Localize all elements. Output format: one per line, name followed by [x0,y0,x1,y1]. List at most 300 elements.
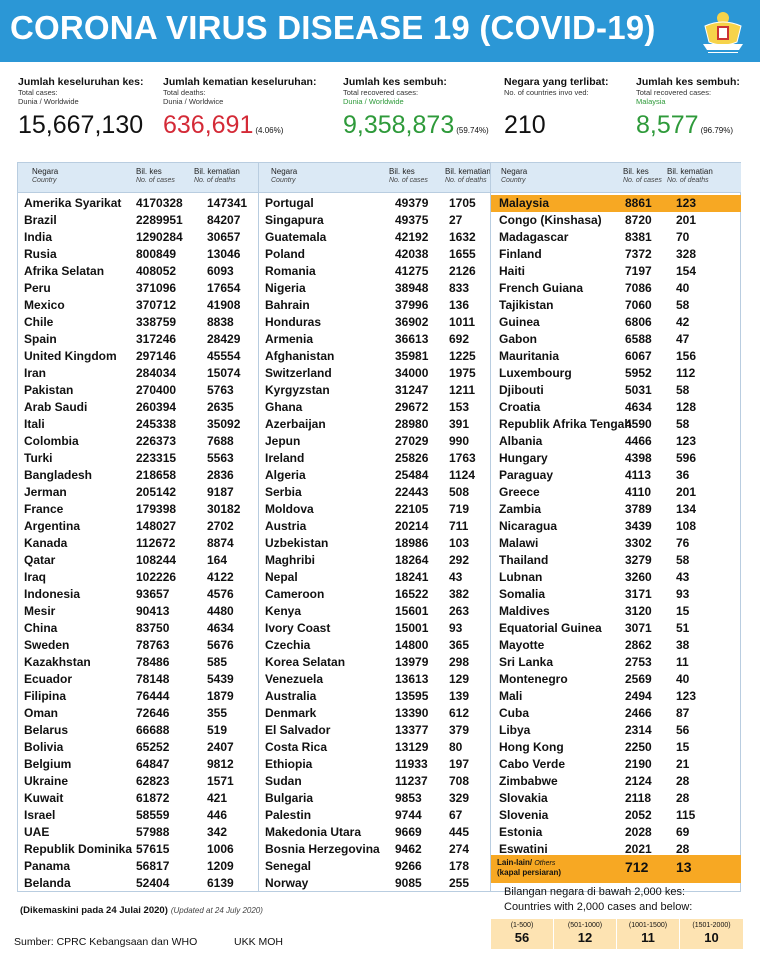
table-header [259,163,490,193]
country-name: Afrika Selatan [24,264,105,278]
death-count: 108 [676,519,697,533]
others-cases: 712 [625,859,649,875]
case-count: 66688 [136,723,170,737]
case-count: 2494 [625,689,652,703]
case-count: 22105 [395,502,429,516]
case-count: 11933 [395,757,428,771]
table-row [259,688,490,705]
coat-of-arms-icon [699,8,747,54]
death-count: 391 [449,417,470,431]
case-count: 7197 [625,264,652,278]
case-count: 20214 [395,519,429,533]
table-row [491,501,741,518]
case-count: 2021 [625,842,652,856]
country-name: Czechia [265,638,311,652]
others-row [491,855,741,883]
case-count: 72646 [136,706,170,720]
death-count: 84207 [207,213,241,227]
case-count: 2052 [625,808,652,822]
table-row [491,569,741,586]
case-count: 13377 [395,723,429,737]
case-count: 25826 [395,451,429,465]
table-row [18,688,258,705]
source-text: Sumber: CPRC Kebangsaan dan WHO [14,936,198,948]
table-row [491,348,741,365]
country-name: Colombia [24,434,79,448]
death-count: 156 [676,349,697,363]
stat-value: 15,667,130 [18,111,144,139]
case-count: 58559 [136,808,170,822]
death-count: 1975 [449,366,476,380]
case-count: 18264 [395,553,429,567]
death-count: 38 [676,638,690,652]
others-deaths: 13 [676,859,692,875]
org-text: UKK MOH [234,936,284,948]
case-count: 36902 [395,315,429,329]
country-name: India [24,230,53,244]
case-count: 78486 [136,655,170,669]
case-count: 18986 [395,536,429,550]
death-count: 58 [676,383,690,397]
death-count: 9187 [207,485,234,499]
country-name: Tajikistan [499,298,554,312]
death-count: 197 [449,757,470,771]
death-count: 70 [676,230,690,244]
table-row [491,365,741,382]
case-count: 2250 [625,740,652,754]
country-name: Venezuela [265,672,324,686]
country-name: Kanada [24,536,68,550]
case-count: 3439 [625,519,652,533]
country-table [17,162,741,892]
table-row [259,858,490,875]
country-name: Thailand [499,553,549,567]
death-count: 58 [676,553,690,567]
country-name: Slovakia [499,791,548,805]
death-count: 382 [449,587,470,601]
table-row [491,756,741,773]
country-name: Armenia [265,332,314,346]
case-count: 15601 [395,604,429,618]
case-count: 4634 [625,400,652,414]
case-count: 2028 [625,825,652,839]
death-count: 45554 [207,349,241,363]
table-row [18,433,258,450]
case-count: 42038 [395,247,429,261]
table-row [491,229,741,246]
country-name: Ecuador [24,672,73,686]
table-row [259,671,490,688]
table-row [18,229,258,246]
country-name: Norway [265,876,309,890]
case-count: 9669 [395,825,422,839]
header-deaths: Bil. kematian No. of deaths [667,167,713,184]
case-count: 2753 [625,655,652,669]
country-name: Sudan [265,774,302,788]
death-count: 51 [676,621,690,635]
table-row [259,399,490,416]
case-count: 3171 [625,587,652,601]
case-count: 9266 [395,859,422,873]
death-count: 93 [449,621,463,635]
table-row [18,450,258,467]
table-row [259,501,490,518]
case-count: 57988 [136,825,170,839]
death-count: 30657 [207,230,241,244]
case-count: 112672 [136,536,176,550]
death-count: 47 [676,332,690,346]
country-name: Azerbaijan [265,417,326,431]
band-1: (1-500) 56 [491,919,554,949]
case-count: 4466 [625,434,652,448]
country-name: Jepun [265,434,301,448]
death-count: 612 [449,706,470,720]
table-row [259,637,490,654]
table-row [18,671,258,688]
table-row [18,603,258,620]
case-count: 8381 [625,230,652,244]
country-name: Australia [265,689,317,703]
table-row [491,586,741,603]
table-row [259,229,490,246]
stat-value: 8,577 (96.79%) [636,111,734,139]
stat-value: 9,358,873 (59.74%) [343,111,489,139]
stat-value: 636,691 (4.06%) [163,111,284,139]
case-count: 284034 [136,366,177,380]
case-count: 408052 [136,264,177,278]
death-count: 365 [449,638,470,652]
case-count: 18241 [395,570,429,584]
recovered-world-stat [343,76,489,140]
death-count: 80 [449,740,463,754]
case-count: 148027 [136,519,177,533]
table-row [259,586,490,603]
table-column-2 [258,163,490,891]
table-row [18,280,258,297]
death-count: 115 [676,808,696,822]
country-name: Honduras [265,315,322,329]
case-count: 9744 [395,808,422,822]
country-name: Djibouti [499,383,544,397]
death-count: 11 [676,655,689,669]
case-count: 35981 [395,349,429,363]
table-row [18,416,258,433]
case-count: 49375 [395,213,429,227]
country-name: Zimbabwe [499,774,558,788]
case-count: 2862 [625,638,652,652]
table-row [18,841,258,858]
case-count: 5031 [625,383,652,397]
death-count: 42 [676,315,690,329]
case-count: 338759 [136,315,177,329]
table-row [259,382,490,399]
table-row [491,263,741,280]
stat-percent: (4.06%) [255,126,284,135]
country-name: Bahrain [265,298,310,312]
table-row [259,416,490,433]
others-label: Lain-lain/ Others (kapal persiaran) [497,858,562,877]
table-row [491,773,741,790]
country-name: Filipina [24,689,66,703]
table-row [18,654,258,671]
country-name: Spain [24,332,57,346]
stat-label: Jumlah kes sembuh: [343,76,447,88]
death-count: 596 [676,451,697,465]
death-count: 1006 [207,842,234,856]
table-row [18,331,258,348]
case-count: 4170328 [136,196,183,210]
country-name: Cuba [499,706,529,720]
country-name: Senegal [265,859,312,873]
case-count: 62823 [136,774,170,788]
death-count: 129 [449,672,470,686]
case-count: 800849 [136,247,177,261]
death-count: 445 [449,825,470,839]
case-count: 7086 [625,281,652,295]
death-count: 1011 [449,315,476,329]
table-row [259,654,490,671]
bands-title: Bilangan negara di bawah 2,000 kes: [504,886,686,898]
table-row [259,824,490,841]
table-row [491,705,741,722]
death-count: 35092 [207,417,241,431]
country-name: Paraguay [499,468,554,482]
country-name: Korea Selatan [265,655,346,669]
country-name: Republik Dominika [24,842,133,856]
table-row [18,807,258,824]
header-country: Negara Country [271,167,298,184]
stat-label: Jumlah keseluruhan kes: [18,76,144,88]
case-count: 37996 [395,298,429,312]
case-count: 2569 [625,672,652,686]
country-name: Bolivia [24,740,64,754]
table-row [18,824,258,841]
death-count: 255 [449,876,470,890]
case-count: 245338 [136,417,177,431]
country-name: Lubnan [499,570,543,584]
country-name: Kenya [265,604,302,618]
case-count: 3120 [625,604,652,618]
country-name: Algeria [265,468,306,482]
death-count: 58 [676,417,690,431]
table-row [259,365,490,382]
death-count: 30182 [207,502,241,516]
death-count: 15074 [207,366,241,380]
table-row [259,535,490,552]
country-name: Kazakhstan [24,655,91,669]
table-column-1 [18,163,258,891]
country-name: Oman [24,706,59,720]
table-row [491,620,741,637]
country-name: Sri Lanka [499,655,554,669]
country-name: China [24,621,58,635]
death-count: 1879 [207,689,234,703]
death-count: 36 [676,468,690,482]
case-count: 2314 [625,723,652,737]
country-name: Luxembourg [499,366,572,380]
case-count: 83750 [136,621,170,635]
case-count: 31247 [395,383,429,397]
death-count: 5763 [207,383,234,397]
table-row [259,790,490,807]
total-deaths-stat [163,76,316,140]
country-name: Guatemala [265,230,327,244]
country-name: Itali [24,417,45,431]
case-count: 8861 [625,196,652,210]
table-row [491,382,741,399]
updated-note: (Dikemaskini pada 24 Julai 2020) (Updated at 24 July 2020) [20,905,263,916]
case-count: 38948 [395,281,429,295]
country-name: Congo (Kinshasa) [499,213,602,227]
death-count: 15 [676,604,690,618]
case-count: 4590 [625,417,652,431]
table-row [18,195,258,212]
case-count: 260394 [136,400,177,414]
case-count: 13390 [395,706,429,720]
death-count: 21 [676,757,690,771]
country-name: Kyrgyzstan [265,383,330,397]
case-count: 3071 [625,621,652,635]
country-name: Belanda [24,876,71,890]
table-row [491,467,741,484]
table-row [259,450,490,467]
country-name: Bangladesh [24,468,93,482]
death-count: 123 [676,689,697,703]
table-row [259,518,490,535]
stat-sub: Dunia / Worldwice [163,97,224,106]
header-country: Negara Country [32,167,59,184]
case-count: 6588 [625,332,652,346]
case-count: 52404 [136,876,170,890]
table-row [259,773,490,790]
country-name: Mayotte [499,638,545,652]
death-count: 519 [207,723,228,737]
death-count: 719 [449,502,470,516]
table-row [259,280,490,297]
case-count: 64847 [136,757,170,771]
country-name: Hong Kong [499,740,564,754]
death-count: 4576 [207,587,234,601]
death-count: 2635 [207,400,234,414]
table-row [259,722,490,739]
country-name: Madagascar [499,230,569,244]
table-row [259,433,490,450]
stat-sub: Total deaths: [163,88,206,97]
case-count: 226373 [136,434,177,448]
total-cases-stat [18,76,143,140]
case-count: 102226 [136,570,177,584]
country-name: Bulgaria [265,791,314,805]
country-name: Ukraine [24,774,69,788]
death-count: 76 [676,536,690,550]
countries-stat [504,76,608,140]
death-count: 263 [449,604,470,618]
death-count: 5439 [207,672,234,686]
table-row [491,212,741,229]
case-count: 6806 [625,315,652,329]
death-count: 69 [676,825,690,839]
stat-sub: Dunia / Worldwide [18,97,79,106]
case-bands [491,919,743,949]
table-row [491,450,741,467]
table-column-3 [490,163,741,891]
country-name: Ireland [265,451,305,465]
death-count: 6139 [207,876,234,890]
case-count: 317246 [136,332,177,346]
country-name: Kuwait [24,791,64,805]
case-count: 2289951 [136,213,183,227]
table-row [259,603,490,620]
death-count: 123 [676,196,697,210]
case-count: 3789 [625,502,652,516]
country-name: Mali [499,689,523,703]
table-row [491,671,741,688]
case-count: 36613 [395,332,429,346]
death-count: 15 [676,740,690,754]
death-count: 28 [676,791,690,805]
case-count: 4113 [625,468,652,482]
table-row [491,280,741,297]
case-count: 223315 [136,451,177,465]
table-row [491,314,741,331]
table-row [18,875,258,892]
country-name: Belarus [24,723,69,737]
death-count: 128 [676,400,697,414]
table-row [259,348,490,365]
death-count: 40 [676,281,690,295]
table-row [259,756,490,773]
table-row [491,246,741,263]
country-name: El Salvador [265,723,331,737]
header-cases: Bil. kes No. of cases [136,167,175,184]
stat-sub: Total recovered cases: [343,88,419,97]
death-count: 355 [207,706,228,720]
table-row [18,348,258,365]
country-name: Sweden [24,638,70,652]
death-count: 4634 [207,621,234,635]
table-row [18,365,258,382]
table-row [259,705,490,722]
table-row [491,841,741,858]
header-cases: Bil. kes No. of cases [389,167,428,184]
death-count: 58 [676,298,690,312]
table-row [259,467,490,484]
country-name: France [24,502,64,516]
death-count: 421 [207,791,228,805]
case-count: 3279 [625,553,652,567]
table-row [259,314,490,331]
death-count: 5676 [207,638,234,652]
table-row [491,790,741,807]
country-name: Maghribi [265,553,315,567]
country-name: Israel [24,808,56,822]
case-count: 78763 [136,638,170,652]
country-name: French Guiana [499,281,584,295]
case-count: 4398 [625,451,652,465]
case-count: 1290284 [136,230,183,244]
country-name: Hungary [499,451,548,465]
country-name: Finland [499,247,542,261]
country-name: Libya [499,723,531,737]
table-row [491,416,741,433]
country-name: Singapura [265,213,324,227]
death-count: 5563 [207,451,234,465]
table-row [491,824,741,841]
death-count: 201 [676,213,697,227]
table-row [18,246,258,263]
case-count: 13129 [395,740,429,754]
death-count: 508 [449,485,470,499]
